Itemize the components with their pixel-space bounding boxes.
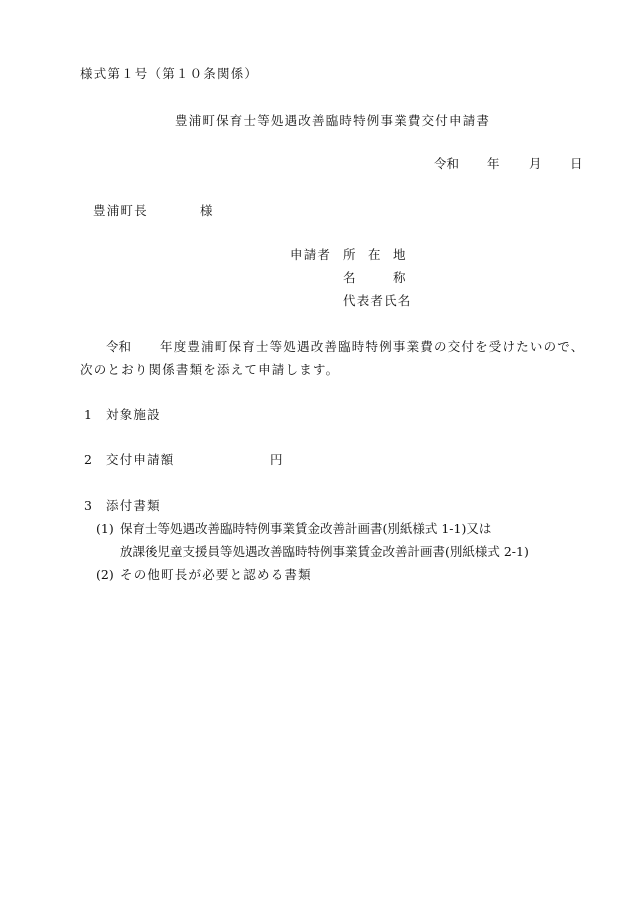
section-2-unit: 円 — [270, 452, 283, 467]
applicant-address-label: 所 在 地 — [343, 247, 406, 262]
section-2-number: 2 — [84, 452, 92, 467]
section-1-label: 対象施設 — [106, 407, 161, 422]
attachment-1-line2: 放課後児童支援員等処遇改善臨時特例事業賃金改善計画書(別紙様式 2-1) — [120, 544, 529, 559]
body-line2: 次のとおり関係書類を添えて申請します。 — [80, 362, 340, 377]
date-month: 月 — [529, 156, 542, 171]
section-3-number: 3 — [84, 498, 92, 513]
applicant-representative-label: 代表者氏名 — [343, 293, 412, 308]
document-title: 豊浦町保育士等処遇改善臨時特例事業費交付申請書 — [175, 113, 491, 128]
attachment-1-number: (1) — [96, 521, 114, 536]
section-3-label: 添付書類 — [106, 498, 161, 513]
date-day: 日 — [570, 156, 583, 171]
attachment-1-line1: 保育士等処遇改善臨時特例事業賃金改善計画書(別紙様式 1-1)又は — [120, 521, 492, 536]
addressee-honorific: 様 — [200, 203, 213, 218]
date-era: 令和 — [434, 156, 460, 171]
date-year: 年 — [487, 156, 500, 171]
attachment-2-text: その他町長が必要と認める書類 — [120, 567, 312, 582]
section-2-label: 交付申請額 — [106, 452, 175, 467]
attachment-2-number: (2) — [96, 567, 114, 582]
form-label: 様式第１号（第１０条関係） — [80, 66, 259, 81]
section-1-number: 1 — [84, 407, 92, 422]
body-era: 令和 — [106, 339, 132, 354]
addressee-name: 豊浦町長 — [93, 203, 148, 218]
applicant-label: 申請者 — [290, 247, 332, 262]
applicant-name-label: 名 称 — [343, 270, 406, 285]
body-line1: 年度豊浦町保育士等処遇改善臨時特例事業費の交付を受けたいので、 — [160, 339, 585, 354]
